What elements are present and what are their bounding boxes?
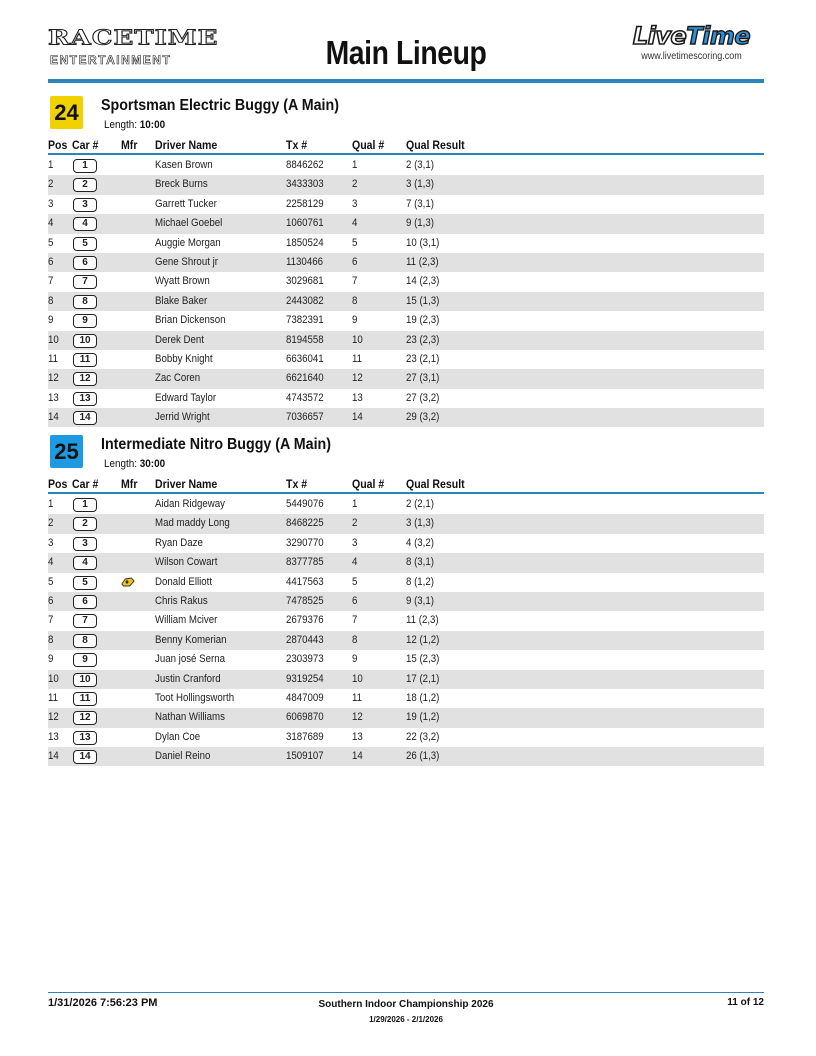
transponder-cell: 3290770 <box>286 536 324 549</box>
qual-position-cell: 9 <box>352 314 358 327</box>
position-cell: 10 <box>48 333 59 346</box>
race-length-value: 30:00 <box>139 458 166 470</box>
print-timestamp: 1/31/2026 7:56:23 PM <box>48 997 158 1009</box>
column-header-mfr: Mfr <box>121 138 138 152</box>
qual-position-cell: 14 <box>352 750 363 763</box>
transponder-cell: 1060761 <box>286 217 324 230</box>
table-row <box>48 311 764 330</box>
column-headers <box>48 137 764 155</box>
qual-position-cell: 4 <box>352 217 358 230</box>
lineup-table <box>48 495 764 766</box>
qual-result-cell: 15 (2,3) <box>406 653 440 666</box>
car-number-box: 3 <box>73 198 97 212</box>
table-row <box>48 631 764 650</box>
event-name: Southern Indoor Championship 2026 <box>318 999 494 1010</box>
race-length <box>104 119 165 131</box>
qual-position-cell: 3 <box>352 197 358 210</box>
column-headers <box>48 476 764 494</box>
qual-position-cell: 8 <box>352 633 358 646</box>
driver-name-cell: Breck Burns <box>155 178 208 191</box>
position-cell: 13 <box>48 391 59 404</box>
position-cell: 1 <box>48 498 54 510</box>
qual-result-cell: 8 (1,2) <box>406 575 434 588</box>
qual-position-cell: 12 <box>352 372 363 385</box>
table-row <box>48 553 764 572</box>
driver-name-cell: Ryan Daze <box>155 536 203 549</box>
qual-result-cell: 9 (3,1) <box>406 594 434 607</box>
page-header <box>48 22 764 84</box>
driver-name-cell: Derek Dent <box>155 333 204 346</box>
qual-result-cell: 11 (2,3) <box>406 614 439 627</box>
position-cell: 1 <box>48 159 54 171</box>
transponder-cell: 3187689 <box>286 730 324 743</box>
qual-position-cell: 10 <box>352 333 363 346</box>
column-header-driver: Driver Name <box>155 477 218 491</box>
position-cell: 9 <box>48 314 54 327</box>
car-number-box: 2 <box>73 517 97 531</box>
qual-result-cell: 2 (3,1) <box>406 159 434 171</box>
position-cell: 13 <box>48 730 59 743</box>
driver-name-cell: Benny Komerian <box>155 633 227 646</box>
car-number-box: 6 <box>73 595 97 609</box>
car-number-box: 9 <box>73 314 97 328</box>
driver-name-cell: Juan josé Serna <box>155 653 225 666</box>
driver-name-cell: Jerrid Wright <box>155 411 210 424</box>
position-cell: 10 <box>48 672 59 685</box>
driver-name-cell: Gene Shrout jr <box>155 255 218 268</box>
driver-name-cell: Donald Elliott <box>155 575 213 588</box>
position-cell: 12 <box>48 711 59 724</box>
livetime-logo <box>619 22 764 62</box>
driver-name-cell: Kasen Brown <box>155 159 213 171</box>
driver-name-cell: Daniel Reino <box>155 750 211 763</box>
event-dates: 1/29/2026 - 2/1/2026 <box>369 1015 443 1024</box>
transponder-cell: 8194558 <box>286 333 324 346</box>
qual-position-cell: 1 <box>352 159 358 171</box>
column-header-pos: Pos <box>48 477 68 491</box>
transponder-cell: 6621640 <box>286 372 324 385</box>
car-number-box: 5 <box>73 576 97 590</box>
qual-position-cell: 7 <box>352 614 358 627</box>
table-row <box>48 292 764 311</box>
driver-name-cell: Auggie Morgan <box>155 236 221 249</box>
qual-result-cell: 22 (3,2) <box>406 730 440 743</box>
car-number-box: 1 <box>73 159 97 173</box>
logo-right-live: Live <box>632 22 687 50</box>
car-number-box: 13 <box>73 731 97 745</box>
transponder-cell: 6069870 <box>286 711 324 724</box>
position-cell: 5 <box>48 236 54 249</box>
qual-position-cell: 14 <box>352 411 363 424</box>
qual-position-cell: 2 <box>352 178 358 191</box>
race-number-badge: 25 <box>50 435 83 468</box>
qual-result-cell: 3 (1,3) <box>406 178 434 191</box>
position-cell: 4 <box>48 217 54 230</box>
qual-result-cell: 10 (3,1) <box>406 236 440 249</box>
transponder-cell: 2679376 <box>286 614 324 627</box>
page-title: Main Lineup <box>325 34 487 71</box>
qual-result-cell: 29 (3,2) <box>406 411 440 424</box>
driver-name-cell: Blake Baker <box>155 294 208 307</box>
transponder-cell: 7036657 <box>286 411 324 424</box>
transponder-cell: 1130466 <box>286 255 323 268</box>
manufacturer-logo-icon <box>120 576 136 588</box>
car-number-box: 10 <box>73 334 97 348</box>
qual-position-cell: 11 <box>352 691 363 704</box>
position-cell: 7 <box>48 614 54 627</box>
table-row <box>48 534 764 553</box>
transponder-cell: 1850524 <box>286 236 324 249</box>
qual-result-cell: 23 (2,3) <box>406 333 440 346</box>
car-number-box: 3 <box>73 537 97 551</box>
column-header-car: Car # <box>72 477 99 491</box>
transponder-cell: 1509107 <box>286 750 324 763</box>
transponder-cell: 6636041 <box>286 352 324 365</box>
car-number-box: 14 <box>73 750 97 764</box>
qual-position-cell: 5 <box>352 236 358 249</box>
qual-result-cell: 8 (3,1) <box>406 556 434 569</box>
table-row <box>48 495 764 514</box>
table-row <box>48 214 764 233</box>
driver-name-cell: Nathan Williams <box>155 711 225 724</box>
page-footer <box>48 992 764 1033</box>
qual-position-cell: 13 <box>352 730 363 743</box>
car-number-box: 10 <box>73 673 97 687</box>
transponder-cell: 3433303 <box>286 178 324 191</box>
qual-result-cell: 12 (1,2) <box>406 633 440 646</box>
position-cell: 12 <box>48 372 59 385</box>
table-row <box>48 350 764 369</box>
race-name: Intermediate Nitro Buggy (A Main) <box>101 436 332 453</box>
transponder-cell: 3029681 <box>286 275 324 288</box>
table-row <box>48 592 764 611</box>
column-header-driver: Driver Name <box>155 138 218 152</box>
column-header-mfr: Mfr <box>121 477 138 491</box>
qual-result-cell: 2 (2,1) <box>406 498 434 510</box>
driver-name-cell: Garrett Tucker <box>155 197 217 210</box>
qual-result-cell: 19 (2,3) <box>406 314 440 327</box>
race-number-badge: 24 <box>50 96 83 129</box>
driver-name-cell: Toot Hollingsworth <box>155 691 235 704</box>
car-number-box: 13 <box>73 392 97 406</box>
driver-name-cell: Mad maddy Long <box>155 517 230 530</box>
transponder-cell: 4847009 <box>286 691 324 704</box>
position-cell: 8 <box>48 294 54 307</box>
table-row <box>48 195 764 214</box>
position-cell: 14 <box>48 750 59 763</box>
driver-name-cell: William Mciver <box>155 614 218 627</box>
driver-name-cell: Chris Rakus <box>155 594 208 607</box>
car-number-box: 8 <box>73 634 97 648</box>
driver-name-cell: Dylan Coe <box>155 730 201 743</box>
table-row <box>48 573 764 592</box>
car-number-box: 1 <box>73 498 97 512</box>
position-cell: 7 <box>48 275 54 288</box>
table-row <box>48 611 764 630</box>
column-header-tx: Tx # <box>286 138 308 152</box>
qual-result-cell: 23 (2,1) <box>406 352 440 365</box>
qual-result-cell: 15 (1,3) <box>406 294 440 307</box>
qual-result-cell: 26 (1,3) <box>406 750 440 763</box>
race-name: Sportsman Electric Buggy (A Main) <box>101 97 339 114</box>
qual-result-cell: 9 (1,3) <box>406 217 434 230</box>
car-number-box: 7 <box>73 275 97 289</box>
qual-position-cell: 13 <box>352 391 363 404</box>
driver-name-cell: Wilson Cowart <box>155 556 218 569</box>
transponder-cell: 8377785 <box>286 556 324 569</box>
table-row <box>48 175 764 194</box>
driver-name-cell: Bobby Knight <box>155 352 213 365</box>
table-row <box>48 514 764 533</box>
qual-result-cell: 14 (2,3) <box>406 275 440 288</box>
table-row <box>48 650 764 669</box>
car-number-box: 6 <box>73 256 97 270</box>
table-row <box>48 689 764 708</box>
qual-result-cell: 27 (3,1) <box>406 372 440 385</box>
column-header-result: Qual Result <box>406 477 465 491</box>
transponder-cell: 2303973 <box>286 653 324 666</box>
header-divider <box>48 79 764 83</box>
position-cell: 5 <box>48 575 54 588</box>
table-row <box>48 747 764 766</box>
transponder-cell: 8846262 <box>286 159 324 171</box>
car-number-box: 11 <box>73 692 97 706</box>
qual-position-cell: 3 <box>352 536 358 549</box>
transponder-cell: 8468225 <box>286 517 324 530</box>
transponder-cell: 2443082 <box>286 294 324 307</box>
transponder-cell: 4743572 <box>286 391 324 404</box>
qual-position-cell: 12 <box>352 711 363 724</box>
position-cell: 11 <box>48 352 59 365</box>
position-cell: 6 <box>48 594 54 607</box>
car-number-box: 11 <box>73 353 97 367</box>
position-cell: 9 <box>48 653 54 666</box>
qual-result-cell: 4 (3,2) <box>406 536 434 549</box>
position-cell: 8 <box>48 633 54 646</box>
column-header-tx: Tx # <box>286 477 308 491</box>
table-row <box>48 234 764 253</box>
column-header-result: Qual Result <box>406 138 465 152</box>
qual-position-cell: 8 <box>352 294 358 307</box>
car-number-box: 4 <box>73 217 97 231</box>
table-row <box>48 389 764 408</box>
position-cell: 6 <box>48 255 54 268</box>
qual-position-cell: 9 <box>352 653 358 666</box>
table-row <box>48 728 764 747</box>
qual-result-cell: 17 (2,1) <box>406 672 440 685</box>
qual-position-cell: 4 <box>352 556 358 569</box>
table-row <box>48 670 764 689</box>
column-header-car: Car # <box>72 138 99 152</box>
qual-result-cell: 19 (1,2) <box>406 711 440 724</box>
transponder-cell: 2870443 <box>286 633 324 646</box>
race-length <box>104 458 165 470</box>
qual-result-cell: 3 (1,3) <box>406 517 434 530</box>
car-number-box: 12 <box>73 372 97 386</box>
qual-position-cell: 10 <box>352 672 363 685</box>
column-header-pos: Pos <box>48 138 68 152</box>
qual-position-cell: 2 <box>352 517 358 530</box>
lineup-table <box>48 156 764 427</box>
transponder-cell: 4417563 <box>286 575 324 588</box>
table-row <box>48 156 764 175</box>
driver-name-cell: Justin Cranford <box>155 672 221 685</box>
race-length-value: 10:00 <box>139 119 166 131</box>
driver-name-cell: Aidan Ridgeway <box>155 498 225 510</box>
table-row <box>48 253 764 272</box>
driver-name-cell: Michael Goebel <box>155 217 223 230</box>
table-row <box>48 708 764 727</box>
qual-result-cell: 27 (3,2) <box>406 391 440 404</box>
livetime-url: www.livetimescoring.com <box>641 51 742 62</box>
position-cell: 3 <box>48 197 54 210</box>
qual-position-cell: 5 <box>352 575 358 588</box>
table-row <box>48 408 764 427</box>
qual-position-cell: 6 <box>352 255 358 268</box>
transponder-cell: 2258129 <box>286 197 324 210</box>
car-number-box: 7 <box>73 614 97 628</box>
column-header-qual: Qual # <box>352 477 385 491</box>
position-cell: 2 <box>48 178 54 191</box>
position-cell: 2 <box>48 517 54 530</box>
car-number-box: 12 <box>73 711 97 725</box>
qual-position-cell: 7 <box>352 275 358 288</box>
transponder-cell: 7478525 <box>286 594 324 607</box>
logo-right-time: Time <box>686 22 751 50</box>
table-row <box>48 272 764 291</box>
qual-result-cell: 18 (1,2) <box>406 691 440 704</box>
car-number-box: 9 <box>73 653 97 667</box>
driver-name-cell: Brian Dickenson <box>155 314 226 327</box>
driver-name-cell: Edward Taylor <box>155 391 217 404</box>
qual-position-cell: 11 <box>352 352 363 365</box>
race-length-label: Length: <box>104 119 138 131</box>
position-cell: 4 <box>48 556 54 569</box>
logo-left-top: RACETIME <box>48 26 219 50</box>
table-row <box>48 331 764 350</box>
car-number-box: 4 <box>73 556 97 570</box>
qual-result-cell: 7 (3,1) <box>406 197 434 210</box>
qual-result-cell: 11 (2,3) <box>406 255 439 268</box>
driver-name-cell: Wyatt Brown <box>155 275 210 288</box>
car-number-box: 8 <box>73 295 97 309</box>
car-number-box: 2 <box>73 178 97 192</box>
logo-left-bottom: ENTERTAINMENT <box>50 53 172 67</box>
transponder-cell: 9319254 <box>286 672 324 685</box>
table-row <box>48 369 764 388</box>
position-cell: 11 <box>48 691 59 704</box>
position-cell: 14 <box>48 411 59 424</box>
transponder-cell: 7382391 <box>286 314 324 327</box>
transponder-cell: 5449076 <box>286 498 324 510</box>
qual-position-cell: 1 <box>352 498 358 510</box>
car-number-box: 5 <box>73 237 97 251</box>
position-cell: 3 <box>48 536 54 549</box>
race-length-label: Length: <box>104 458 138 470</box>
driver-name-cell: Zac Coren <box>155 372 201 385</box>
qual-position-cell: 6 <box>352 594 358 607</box>
page-number: 11 of 12 <box>727 997 764 1008</box>
column-header-qual: Qual # <box>352 138 385 152</box>
car-number-box: 14 <box>73 411 97 425</box>
